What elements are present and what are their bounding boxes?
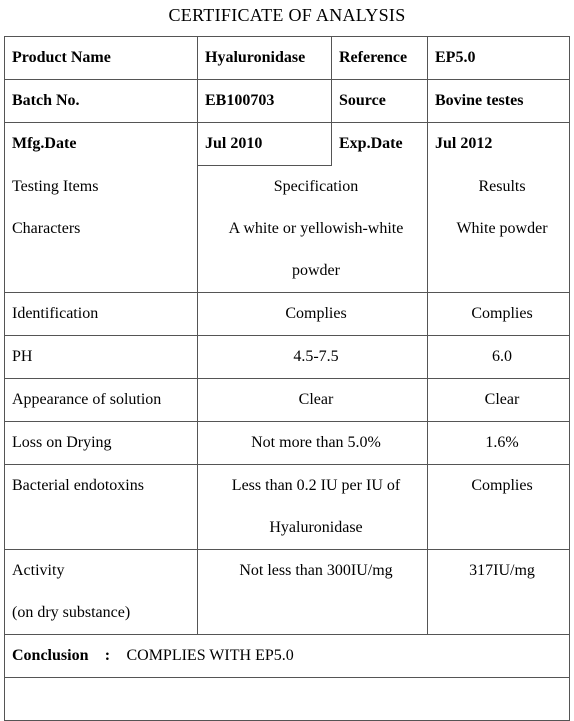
table-row bbox=[5, 336, 570, 379]
batch-label: Batch No. bbox=[5, 80, 198, 123]
row-item: Identification bbox=[5, 293, 198, 336]
conclusion-value: COMPLIES WITH EP5.0 bbox=[126, 647, 294, 664]
row-spec: Complies bbox=[198, 293, 428, 336]
product-name-value: Hyaluronidase bbox=[198, 37, 332, 80]
table-row bbox=[5, 293, 570, 336]
row-result: Complies bbox=[428, 293, 570, 336]
row-result: 1.6% bbox=[428, 422, 570, 465]
row-spec: Not less than 300IU/mg bbox=[198, 550, 428, 635]
row-item: Appearance of solution bbox=[5, 379, 198, 422]
row-result: Clear bbox=[428, 379, 570, 422]
row-spec: Clear bbox=[198, 379, 428, 422]
row-item: PH bbox=[5, 336, 198, 379]
source-value: Bovine testes bbox=[428, 80, 570, 123]
batch-value: EB100703 bbox=[198, 80, 332, 123]
conclusion-label: Conclusion bbox=[12, 647, 89, 664]
table-row bbox=[5, 379, 570, 422]
results-header: Results bbox=[428, 166, 570, 209]
product-name-label: Product Name bbox=[5, 37, 198, 80]
row-spec-line: Less than 0.2 IU per IU of bbox=[231, 477, 401, 494]
source-label: Source bbox=[332, 80, 428, 123]
row-spec: 4.5-7.5 bbox=[198, 336, 428, 379]
row-spec-line: powder bbox=[292, 262, 340, 279]
row-item-line: (on dry substance) bbox=[12, 604, 131, 621]
conclusion-separator: : bbox=[104, 647, 111, 664]
row-result: Complies bbox=[428, 465, 570, 550]
row-item-line: Activity bbox=[12, 562, 65, 579]
product-row bbox=[5, 37, 570, 80]
table-row bbox=[5, 422, 570, 465]
row-item bbox=[5, 550, 198, 635]
specification-header: Specification bbox=[198, 166, 428, 209]
exp-date-label: Exp.Date bbox=[332, 123, 428, 166]
table-row bbox=[5, 208, 570, 293]
row-spec: Not more than 5.0% bbox=[198, 422, 428, 465]
reference-value: EP5.0 bbox=[428, 37, 570, 80]
row-spec-line: A white or yellowish-white bbox=[228, 220, 404, 237]
document-title: CERTIFICATE OF ANALYSIS bbox=[168, 5, 406, 25]
reference-label: Reference bbox=[332, 37, 428, 80]
testing-items-header: Testing Items bbox=[5, 166, 198, 209]
table-row bbox=[5, 465, 570, 550]
row-spec bbox=[198, 208, 428, 293]
mfg-date-label: Mfg.Date bbox=[5, 123, 198, 166]
mfg-date-value: Jul 2010 bbox=[198, 123, 332, 166]
row-item: Bacterial endotoxins bbox=[5, 465, 198, 550]
row-result: 6.0 bbox=[428, 336, 570, 379]
dates-row bbox=[5, 123, 570, 166]
analysis-table bbox=[4, 36, 570, 721]
batch-row bbox=[5, 80, 570, 123]
row-spec-line: Hyaluronidase bbox=[269, 519, 363, 536]
blank-row bbox=[5, 678, 570, 721]
exp-date-value: Jul 2012 bbox=[428, 123, 570, 166]
conclusion-cell bbox=[5, 635, 570, 678]
row-result: White powder bbox=[428, 208, 570, 293]
column-header-row bbox=[5, 166, 570, 209]
blank-cell bbox=[5, 678, 570, 721]
table-row bbox=[5, 550, 570, 635]
conclusion-row bbox=[5, 635, 570, 678]
row-item: Characters bbox=[5, 208, 198, 293]
row-spec bbox=[198, 465, 428, 550]
row-item: Loss on Drying bbox=[5, 422, 198, 465]
row-result: 317IU/mg bbox=[428, 550, 570, 635]
